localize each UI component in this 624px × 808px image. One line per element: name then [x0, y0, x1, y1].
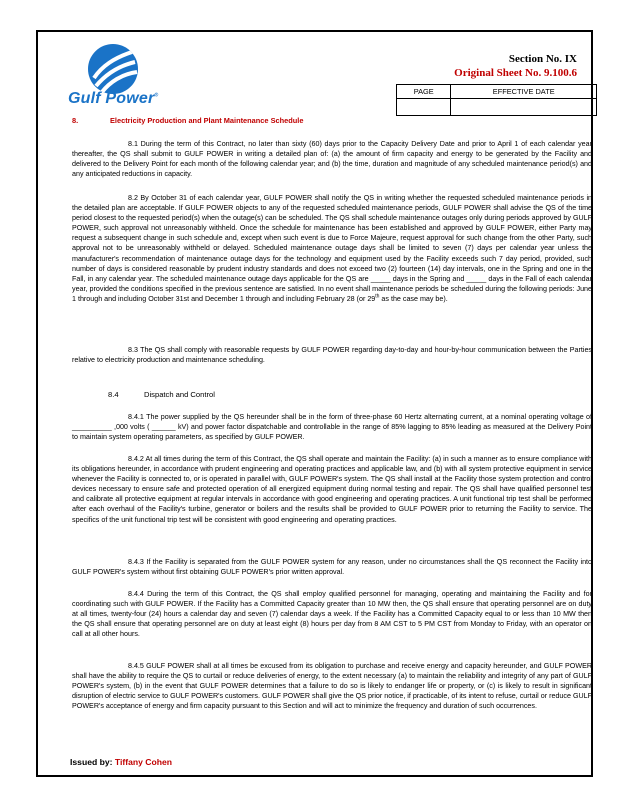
logo-mark-icon	[88, 44, 138, 94]
paragraph-8-4-3: 8.4.3 If the Facility is separated from the GULF POWER system for any reason, under no circumstances shall the QS reconnect the Facility into GULF POWER's system without first obtaining GULF POWER's prior written approval.	[72, 558, 592, 577]
paragraph-8-4-5: 8.4.5 GULF POWER shall at all times be excused from its obligation to purchase and receive energy and capacity hereunder, and GULF POWER shall have the ability to require the QS to curtail or reduce deliveries of energy, to the extent necessary (a) to maintain the reliability and integrity of any part of GULF POWER's system, (b) in the event that GULF POWER determines that a failure to do so is likely to endanger life or property, or (c) is likely to result in significant disruption of electric service to GULF POWER's customers. GULF POWER shall give the QS prior notice, if practicable, of its intent to refuse, curtail or reduce GULF POWER's acceptance of energy and firm capacity pursuant to this Section and will act to minimize the frequency and duration of such occurrences.	[72, 662, 592, 711]
page-date-table	[396, 84, 597, 116]
logo-wordmark: Gulf Power®	[68, 90, 159, 107]
paragraph-8-2: 8.2 By October 31 of each calendar year, GULF POWER shall notify the QS in writing whether the requested scheduled maintenance periods in the detailed plan are acceptable. If GULF POWER objects to any of the requested scheduled maintenance periods, GULF POWER shall advise the QS of the time period closest to the requested period(s) when the outage(s) can be scheduled. The QS shall schedule maintenance outages only during periods approved by GULF POWER, such approval not unreasonably withheld. Once the schedule for maintenance has been established and approved by GULF POWER, either Party may request a subsequent change in such schedule and, except when such event is due to Force Majeure, request approval for such change from the other Party, such approval not to be unreasonably withheld or delayed. Scheduled maintenance outage days shall be limited to seven (7) days per calendar year unless the manufacturer's recommendation of maintenance outage days for the technology and equipment used by the Facility exceeds such 7 day period, provided, such number of days is considered reasonable by prudent industry standards and does not exceed two (2) fourteen (14) day intervals, one in the Spring and one in the Fall, in any calendar year. The scheduled maintenance outage days applicable for the QS are _____ days in the Spring and _____ days in the Fall of each calendar year, provided the conditions specified in the previous sentence are satisfied. In no event shall maintenance periods be scheduled during the following periods: June 1 through and including October 31st and December 1 through and including February 28 (or 29th as the case may be).	[72, 194, 592, 303]
paragraph-8-1: 8.1 During the term of this Contract, no later than sixty (60) days prior to the Capacity Delivery Date and prior to April 1 of each calendar year thereafter, the QS shall submit to GULF POWER in writing a detailed plan of: (a) the amount of firm capacity and energy to be generated by the Facility and delivered to the Delivery Point for each month of the following calendar year; and (b) the time, duration and magnitude of any scheduled maintenance period(s) and any anticipated reductions in capacity.	[72, 140, 592, 179]
section-heading	[72, 116, 303, 125]
page-column-header: PAGE	[397, 85, 451, 99]
paragraph-8-3: 8.3 The QS shall comply with reasonable requests by GULF POWER regarding day-to-day and hour-by-hour communication between the Parties relative to electricity production and maintenance scheduling.	[72, 346, 592, 365]
paragraph-8-4-1: 8.4.1 The power supplied by the QS hereunder shall be in the form of three-phase 60 Hertz alternating current, at a nominal operating voltage of __________ ,000 volts ( ______ kV) and power factor dispatchable and controllable in the range of 85% lagging to 85% leading as measured at the Delivery Point to maintain system operating parameters, as specified by GULF POWER.	[72, 413, 592, 442]
document-page	[36, 30, 593, 777]
effective-date-column-header: EFFECTIVE DATE	[451, 85, 597, 99]
effective-date-value-cell	[451, 99, 597, 116]
section-number: Section No. IX	[508, 53, 577, 65]
issued-by: Issued by: Tiffany Cohen	[70, 757, 173, 767]
page-value-cell	[397, 99, 451, 116]
subsection-heading: 8.4 Dispatch and Control	[108, 390, 215, 399]
issuer-name: Tiffany Cohen	[114, 757, 173, 767]
paragraph-8-4-2: 8.4.2 At all times during the term of this Contract, the QS shall operate and maintain the Facility: (a) in such a manner as to ensure compliance with its obligations hereunder, in accordance with prudent engineering and operating practices and applicable law, and (b) with all system protective equipment in service whenever the Facility is connected to, or is operated in parallel with, GULF POWER's system. The QS shall install at the Facility those system protection and control devices necessary to ensure safe and protected operation of all energized equipment during normal testing and repair. The QS shall have qualified personnel test and calibrate all protective equipment at regular intervals in accordance with good engineering and operating practices. A unit functional trip test shall be performed after each overhaul of the Facility's turbine, generator or boilers and the results shall be provided to GULF POWER prior to returning the Facility to service. The specifics of the unit functional trip test will be consistent with good engineering and operating practices.	[72, 455, 592, 524]
sheet-number: Original Sheet No. 9.100.6	[454, 67, 577, 79]
section-heading-number: 8.	[72, 116, 79, 125]
paragraph-8-4-4: 8.4.4 During the term of this Contract, the QS shall employ qualified personnel for managing, operating and maintaining the Facility and for coordinating such with GULF POWER. If the Facility has a Committed Capacity greater than 10 MW then, the QS shall ensure that operating personnel are on duty at all times, twenty-four (24) hours a calendar day and seven (7) calendar days a week. If the Facility has a Committed Capacity equal to or less than 10 MW then the QS shall ensure that operating personnel are on duty at least eight (8) hours per day from 8 AM CST to 5 PM CST from Monday to Friday, with an operator on call at all other hours.	[72, 590, 592, 639]
section-heading-title: Electricity Production and Plant Maintenance Schedule	[110, 116, 304, 125]
